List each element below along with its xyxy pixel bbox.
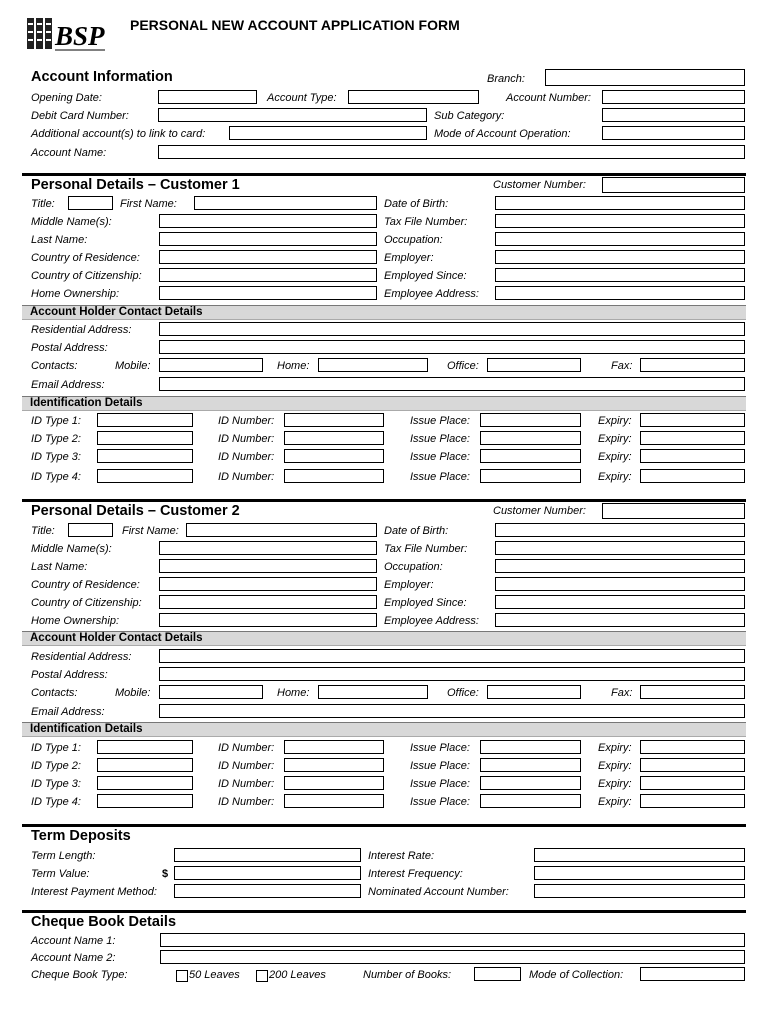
c2-first-name-field[interactable] xyxy=(186,523,377,537)
debit-card-label: Debit Card Number: xyxy=(31,110,129,122)
c2-contacts-label: Contacts: xyxy=(31,687,78,699)
account-info-heading: Account Information xyxy=(31,69,173,85)
account-type-label: Account Type: xyxy=(267,92,337,104)
c2-issue-place-field[interactable] xyxy=(480,776,581,790)
c1-country-residence-label: Country of Residence: xyxy=(31,252,140,264)
leaves-200-checkbox[interactable] xyxy=(256,970,268,982)
section-rule xyxy=(22,910,746,913)
c1-issue-place-label: Issue Place: xyxy=(410,471,470,483)
leaves-50-checkbox[interactable] xyxy=(176,970,188,982)
c2-issue-place-label: Issue Place: xyxy=(410,760,470,772)
c1-home-label: Home: xyxy=(277,360,310,372)
c2-residential-field[interactable] xyxy=(159,649,745,663)
nominated-account-label: Nominated Account Number: xyxy=(368,886,509,898)
c1-employer-field[interactable] xyxy=(495,250,745,264)
c2-id-number-label: ID Number: xyxy=(218,778,275,790)
c2-id-number-label: ID Number: xyxy=(218,796,275,808)
c2-id-number-field[interactable] xyxy=(284,794,384,808)
c1-dob-label: Date of Birth: xyxy=(384,198,449,210)
c1-expiry-field[interactable] xyxy=(640,449,745,463)
c2-issue-place-label: Issue Place: xyxy=(410,778,470,790)
term-length-label: Term Length: xyxy=(31,850,96,862)
account-number-label: Account Number: xyxy=(506,92,591,104)
mode-of-operation-field[interactable] xyxy=(602,126,745,140)
c2-id-number-label: ID Number: xyxy=(218,760,275,772)
cheque-book-type-label: Cheque Book Type: xyxy=(31,969,128,981)
customer2-number-label: Customer Number: xyxy=(493,505,586,517)
c1-employee-address-field[interactable] xyxy=(495,286,745,300)
c1-issue-place-field[interactable] xyxy=(480,431,581,445)
c2-id-number-label: ID Number: xyxy=(218,742,275,754)
c2-expiry-label: Expiry: xyxy=(598,760,632,772)
c1-issue-place-label: Issue Place: xyxy=(410,433,470,445)
c1-postal-label: Postal Address: xyxy=(31,342,108,354)
c2-tfn-field[interactable] xyxy=(495,541,745,555)
c2-mobile-field[interactable] xyxy=(159,685,263,699)
c2-occupation-field[interactable] xyxy=(495,559,745,573)
c1-id-type-label: ID Type 4: xyxy=(31,471,81,483)
c1-expiry-label: Expiry: xyxy=(598,471,632,483)
c2-id-type-label: ID Type 1: xyxy=(31,742,81,754)
c1-id-type-field[interactable] xyxy=(97,449,193,463)
cheque-account-name-2-field[interactable] xyxy=(160,950,745,964)
c2-employed-since-field[interactable] xyxy=(495,595,745,609)
c1-office-label: Office: xyxy=(447,360,479,372)
c1-residential-label: Residential Address: xyxy=(31,324,132,336)
c1-country-citizenship-label: Country of Citizenship: xyxy=(31,270,142,282)
c1-last-name-label: Last Name: xyxy=(31,234,88,246)
c2-contact-heading: Account Holder Contact Details xyxy=(22,631,746,646)
c2-country-citizenship-field[interactable] xyxy=(159,595,377,609)
c1-email-label: Email Address: xyxy=(31,379,105,391)
c1-id-type-label: ID Type 1: xyxy=(31,415,81,427)
interest-rate-field[interactable] xyxy=(534,848,745,862)
c2-employee-address-label: Employee Address: xyxy=(384,615,479,627)
mode-of-collection-label: Mode of Collection: xyxy=(529,969,624,981)
c2-id-type-field[interactable] xyxy=(97,776,193,790)
additional-accounts-field[interactable] xyxy=(229,126,427,140)
c2-home-label: Home: xyxy=(277,687,310,699)
leaves-200-label: 200 Leaves xyxy=(269,969,326,981)
c2-issue-place-label: Issue Place: xyxy=(410,796,470,808)
c2-expiry-field[interactable] xyxy=(640,740,745,754)
c2-occupation-label: Occupation: xyxy=(384,561,443,573)
c1-dob-field[interactable] xyxy=(495,196,745,210)
c1-employed-since-field[interactable] xyxy=(495,268,745,282)
c2-id-type-label: ID Type 4: xyxy=(31,796,81,808)
nominated-account-field[interactable] xyxy=(534,884,745,898)
c2-title-field[interactable] xyxy=(68,523,113,537)
term-value-label: Term Value: xyxy=(31,868,90,880)
c2-id-type-label: ID Type 2: xyxy=(31,760,81,772)
term-deposits-heading: Term Deposits xyxy=(31,828,131,844)
section-rule xyxy=(22,499,746,502)
c2-issue-place-field[interactable] xyxy=(480,758,581,772)
interest-frequency-label: Interest Frequency: xyxy=(368,868,463,880)
customer1-heading: Personal Details – Customer 1 xyxy=(31,177,240,193)
c1-occupation-field[interactable] xyxy=(495,232,745,246)
c1-last-name-field[interactable] xyxy=(159,232,377,246)
c2-postal-field[interactable] xyxy=(159,667,745,681)
c2-expiry-field[interactable] xyxy=(640,776,745,790)
interest-frequency-field[interactable] xyxy=(534,866,745,880)
c2-employer-field[interactable] xyxy=(495,577,745,591)
c1-id-type-field[interactable] xyxy=(97,413,193,427)
c2-country-residence-label: Country of Residence: xyxy=(31,579,140,591)
c2-id-number-field[interactable] xyxy=(284,776,384,790)
opening-date-label: Opening Date: xyxy=(31,92,102,104)
currency-symbol: $ xyxy=(162,868,169,880)
account-type-field[interactable] xyxy=(348,90,479,104)
c1-employer-label: Employer: xyxy=(384,252,434,264)
c1-issue-place-field[interactable] xyxy=(480,413,581,427)
c1-country-residence-field[interactable] xyxy=(159,250,377,264)
mode-of-collection-field[interactable] xyxy=(640,967,745,981)
c2-expiry-label: Expiry: xyxy=(598,778,632,790)
c1-expiry-label: Expiry: xyxy=(598,415,632,427)
c1-title-label: Title: xyxy=(31,198,55,210)
c1-id-type-field[interactable] xyxy=(97,469,193,483)
section-rule xyxy=(22,824,746,827)
c1-id-number-label: ID Number: xyxy=(218,451,275,463)
leaves-50-label: 50 Leaves xyxy=(189,969,240,981)
section-rule xyxy=(22,173,746,176)
c1-residential-field[interactable] xyxy=(159,322,745,336)
c1-contact-heading: Account Holder Contact Details xyxy=(22,305,746,320)
c2-issue-place-field[interactable] xyxy=(480,794,581,808)
c1-first-name-field[interactable] xyxy=(194,196,377,210)
customer2-number-field[interactable] xyxy=(602,503,745,519)
c2-fax-field[interactable] xyxy=(640,685,745,699)
mode-of-operation-label: Mode of Account Operation: xyxy=(434,128,571,140)
c1-country-citizenship-field[interactable] xyxy=(159,268,377,282)
c2-id-number-field[interactable] xyxy=(284,758,384,772)
account-number-field[interactable] xyxy=(602,90,745,104)
c1-middle-name-field[interactable] xyxy=(159,214,377,228)
c2-issue-place-label: Issue Place: xyxy=(410,742,470,754)
c2-email-label: Email Address: xyxy=(31,706,105,718)
interest-payment-method-label: Interest Payment Method: xyxy=(31,886,157,898)
c2-home-ownership-label: Home Ownership: xyxy=(31,615,120,627)
c1-employee-address-label: Employee Address: xyxy=(384,288,479,300)
c2-country-residence-field[interactable] xyxy=(159,577,377,591)
c2-identification-heading: Identification Details xyxy=(22,722,746,737)
c1-first-name-label: First Name: xyxy=(120,198,177,210)
number-of-books-label: Number of Books: xyxy=(363,969,452,981)
c2-last-name-field[interactable] xyxy=(159,559,377,573)
c2-dob-label: Date of Birth: xyxy=(384,525,449,537)
c1-issue-place-field[interactable] xyxy=(480,469,581,483)
c2-employer-label: Employer: xyxy=(384,579,434,591)
c1-home-ownership-field[interactable] xyxy=(159,286,377,300)
c2-expiry-field[interactable] xyxy=(640,758,745,772)
c2-email-field[interactable] xyxy=(159,704,745,718)
c2-postal-label: Postal Address: xyxy=(31,669,108,681)
c1-issue-place-label: Issue Place: xyxy=(410,451,470,463)
c2-id-number-field[interactable] xyxy=(284,740,384,754)
c2-expiry-field[interactable] xyxy=(640,794,745,808)
sub-category-label: Sub Category: xyxy=(434,110,505,122)
c1-fax-field[interactable] xyxy=(640,358,745,372)
c1-id-number-field[interactable] xyxy=(284,449,384,463)
c2-tfn-label: Tax File Number: xyxy=(384,543,468,555)
interest-rate-label: Interest Rate: xyxy=(368,850,435,862)
c1-id-number-field[interactable] xyxy=(284,469,384,483)
c1-id-number-label: ID Number: xyxy=(218,415,275,427)
c2-office-field[interactable] xyxy=(487,685,581,699)
c2-mobile-label: Mobile: xyxy=(115,687,151,699)
c1-mobile-label: Mobile: xyxy=(115,360,151,372)
c1-office-field[interactable] xyxy=(487,358,581,372)
customer1-number-field[interactable] xyxy=(602,177,745,193)
c1-expiry-label: Expiry: xyxy=(598,451,632,463)
bsp-logo xyxy=(25,15,125,55)
c2-id-type-label: ID Type 3: xyxy=(31,778,81,790)
c2-employed-since-label: Employed Since: xyxy=(384,597,467,609)
branch-field[interactable] xyxy=(545,69,745,86)
cheque-book-heading: Cheque Book Details xyxy=(31,914,177,930)
interest-payment-method-field[interactable] xyxy=(174,884,361,898)
c2-middle-name-label: Middle Name(s): xyxy=(31,543,112,555)
c2-home-field[interactable] xyxy=(318,685,428,699)
c1-middle-name-label: Middle Name(s): xyxy=(31,216,112,228)
c2-expiry-label: Expiry: xyxy=(598,796,632,808)
c1-employed-since-label: Employed Since: xyxy=(384,270,467,282)
c1-expiry-field[interactable] xyxy=(640,469,745,483)
c1-expiry-label: Expiry: xyxy=(598,433,632,445)
c1-email-field[interactable] xyxy=(159,377,745,391)
term-value-field[interactable] xyxy=(174,866,361,880)
c2-employee-address-field[interactable] xyxy=(495,613,745,627)
c1-home-ownership-label: Home Ownership: xyxy=(31,288,120,300)
c1-expiry-field[interactable] xyxy=(640,413,745,427)
cheque-account-name-1-field[interactable] xyxy=(160,933,745,947)
c1-tfn-field[interactable] xyxy=(495,214,745,228)
c1-title-field[interactable] xyxy=(68,196,113,210)
term-length-field[interactable] xyxy=(174,848,361,862)
c2-middle-name-field[interactable] xyxy=(159,541,377,555)
c1-home-field[interactable] xyxy=(318,358,428,372)
account-name-label: Account Name: xyxy=(31,147,107,159)
c2-home-ownership-field[interactable] xyxy=(159,613,377,627)
c1-fax-label: Fax: xyxy=(611,360,633,372)
c1-id-number-label: ID Number: xyxy=(218,433,275,445)
number-of-books-field[interactable] xyxy=(474,967,521,981)
brand-text: BSP xyxy=(55,21,105,51)
c2-issue-place-field[interactable] xyxy=(480,740,581,754)
cheque-account-name-2-label: Account Name 2: xyxy=(31,952,116,964)
opening-date-field[interactable] xyxy=(158,90,257,104)
c1-id-type-label: ID Type 2: xyxy=(31,433,81,445)
customer2-heading: Personal Details – Customer 2 xyxy=(31,503,240,519)
c2-last-name-label: Last Name: xyxy=(31,561,88,573)
c1-mobile-field[interactable] xyxy=(159,358,263,372)
c1-id-number-field[interactable] xyxy=(284,431,384,445)
c2-id-type-field[interactable] xyxy=(97,740,193,754)
c2-fax-label: Fax: xyxy=(611,687,633,699)
sub-category-field[interactable] xyxy=(602,108,745,122)
branch-label: Branch: xyxy=(487,73,525,85)
c1-contacts-label: Contacts: xyxy=(31,360,78,372)
c2-id-type-field[interactable] xyxy=(97,794,193,808)
customer1-number-label: Customer Number: xyxy=(493,179,586,191)
c1-id-type-label: ID Type 3: xyxy=(31,451,81,463)
c1-issue-place-label: Issue Place: xyxy=(410,415,470,427)
c1-id-number-field[interactable] xyxy=(284,413,384,427)
c1-tfn-label: Tax File Number: xyxy=(384,216,468,228)
c1-id-number-label: ID Number: xyxy=(218,471,275,483)
account-name-field[interactable] xyxy=(158,145,745,159)
debit-card-field[interactable] xyxy=(158,108,427,122)
c1-issue-place-field[interactable] xyxy=(480,449,581,463)
c2-expiry-label: Expiry: xyxy=(598,742,632,754)
form-title: PERSONAL NEW ACCOUNT APPLICATION FORM xyxy=(130,17,460,33)
c2-residential-label: Residential Address: xyxy=(31,651,132,663)
c1-identification-heading: Identification Details xyxy=(22,396,746,411)
c2-country-citizenship-label: Country of Citizenship: xyxy=(31,597,142,609)
c2-office-label: Office: xyxy=(447,687,479,699)
c2-id-type-field[interactable] xyxy=(97,758,193,772)
c2-dob-field[interactable] xyxy=(495,523,745,537)
c1-occupation-label: Occupation: xyxy=(384,234,443,246)
c1-postal-field[interactable] xyxy=(159,340,745,354)
cheque-account-name-1-label: Account Name 1: xyxy=(31,935,116,947)
additional-accounts-label: Additional account(s) to link to card: xyxy=(31,128,206,140)
c2-first-name-label: First Name: xyxy=(122,525,179,537)
c1-expiry-field[interactable] xyxy=(640,431,745,445)
c2-title-label: Title: xyxy=(31,525,55,537)
c1-id-type-field[interactable] xyxy=(97,431,193,445)
